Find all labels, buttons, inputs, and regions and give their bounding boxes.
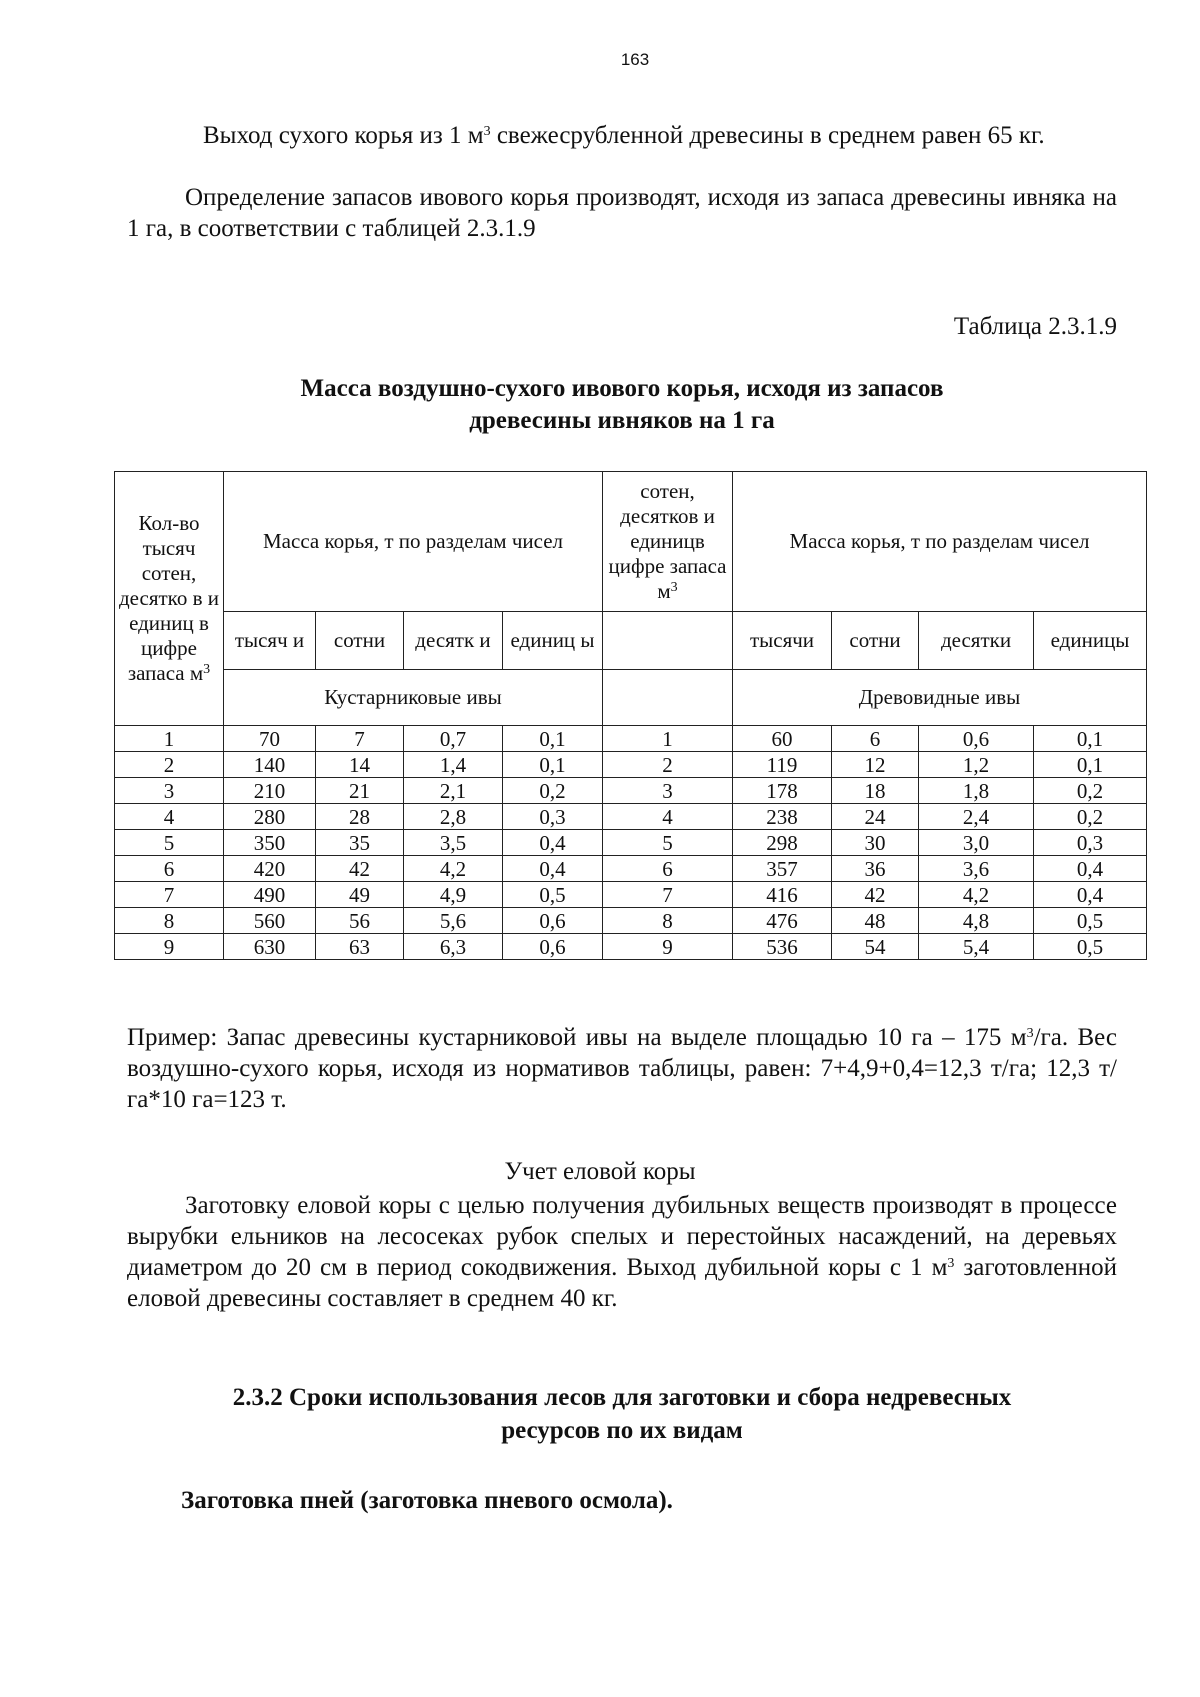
table-cell: 9 xyxy=(115,934,224,960)
table-cell: 4 xyxy=(115,804,224,830)
table-cell: 3 xyxy=(115,778,224,804)
table-title-line-1: Масса воздушно-сухого ивового корья, исходя из запасов xyxy=(300,375,944,402)
table-cell: 2 xyxy=(603,752,733,778)
table-cell: 7 xyxy=(316,726,404,752)
group-shrub-willows: Кустарниковые ивы xyxy=(224,670,603,726)
table-cell: 1 xyxy=(603,726,733,752)
table-cell: 476 xyxy=(733,908,832,934)
first-column-header: Кол-во тысяч сотен, десятко в и единиц в цифре запаса $м^3$ xyxy=(115,472,224,726)
table-cell: 1 xyxy=(115,726,224,752)
table-caption: Таблица 2.3.1.9 xyxy=(953,313,1117,340)
table-cell: 0,7 xyxy=(404,726,503,752)
table-row xyxy=(115,934,1147,960)
table-cell: 119 xyxy=(733,752,832,778)
table-cell: 0,5 xyxy=(1034,934,1147,960)
table-cell: 6,3 xyxy=(404,934,503,960)
subheader-units-left: единиц ы xyxy=(503,612,603,670)
table-cell: 298 xyxy=(733,830,832,856)
table-cell: 0,5 xyxy=(503,882,603,908)
table-cell: 21 xyxy=(316,778,404,804)
table-cell: 6 xyxy=(115,856,224,882)
table-cell: 2,4 xyxy=(919,804,1034,830)
table-cell: 350 xyxy=(224,830,316,856)
mass-header-right: Масса корья, т по разделам чисел xyxy=(733,472,1147,612)
table-cell: 0,4 xyxy=(1034,882,1147,908)
table-cell: 4,9 xyxy=(404,882,503,908)
table-row xyxy=(115,778,1147,804)
table-cell: 3,6 xyxy=(919,856,1034,882)
table-cell: 536 xyxy=(733,934,832,960)
middle-column-header: сотен, десятков и единицв цифре запаса $м^3$ xyxy=(603,472,733,612)
table-cell: 560 xyxy=(224,908,316,934)
table-cell: 30 xyxy=(832,830,919,856)
table-cell: 8 xyxy=(603,908,733,934)
table-cell: 5 xyxy=(115,830,224,856)
table-row xyxy=(115,752,1147,778)
table-cell: 7 xyxy=(115,882,224,908)
table-cell: 18 xyxy=(832,778,919,804)
table-cell: 5 xyxy=(603,830,733,856)
table-cell: 7 xyxy=(603,882,733,908)
subheader-tens-right: десятки xyxy=(919,612,1034,670)
table-cell: 0,3 xyxy=(1034,830,1147,856)
table-cell: 9 xyxy=(603,934,733,960)
table-cell: 4,8 xyxy=(919,908,1034,934)
table-cell: 0,6 xyxy=(503,908,603,934)
bark-mass-table xyxy=(114,471,1147,960)
table-cell: 70 xyxy=(224,726,316,752)
empty-header-cell xyxy=(603,612,733,670)
table-row xyxy=(115,856,1147,882)
table-cell: 1,8 xyxy=(919,778,1034,804)
table-cell: 4 xyxy=(603,804,733,830)
table-cell: 2,8 xyxy=(404,804,503,830)
table-cell: 12 xyxy=(832,752,919,778)
subheader-thousands-left: тысяч и xyxy=(224,612,316,670)
section-title-line-2: ресурсов по их видам xyxy=(501,1417,743,1444)
table-cell: 5,6 xyxy=(404,908,503,934)
table-row xyxy=(115,726,1147,752)
table-row xyxy=(115,804,1147,830)
intro-paragraph-1: Выход сухого корья из 1 $м^3$ свежесрубленной древесины в среднем равен 65 кг. xyxy=(203,122,1045,149)
table-cell: 3 xyxy=(603,778,733,804)
table-cell: 420 xyxy=(224,856,316,882)
table-cell: 0,4 xyxy=(503,830,603,856)
empty-group-cell xyxy=(603,670,733,726)
spruce-bark-heading: Учет еловой коры xyxy=(504,1158,696,1185)
table-cell: 54 xyxy=(832,934,919,960)
table-cell: 140 xyxy=(224,752,316,778)
table-title-line-2: древесины ивняков на 1 га xyxy=(469,407,775,434)
page-number: 163 xyxy=(620,50,650,69)
subheader-units-right: единицы xyxy=(1034,612,1147,670)
table-cell: 210 xyxy=(224,778,316,804)
table-cell: 56 xyxy=(316,908,404,934)
table-cell: 28 xyxy=(316,804,404,830)
table-cell: 48 xyxy=(832,908,919,934)
table-cell: 1,2 xyxy=(919,752,1034,778)
table-cell: 630 xyxy=(224,934,316,960)
subheader-hundreds-left: сотни xyxy=(316,612,404,670)
table-cell: 2,1 xyxy=(404,778,503,804)
table-row xyxy=(115,830,1147,856)
table-cell: 0,2 xyxy=(1034,778,1147,804)
table-cell: 0,6 xyxy=(919,726,1034,752)
subheader-thousands-right: тысячи xyxy=(733,612,832,670)
table-cell: 5,4 xyxy=(919,934,1034,960)
table-title xyxy=(127,373,1117,437)
example-paragraph: Пример: Запас древесины кустарниковой ивы на выделе площадью 10 га – 175 $м^3/га$. Вес воздушно-сухого корья, исходя из нормативов таблицы, равен: 7+4,9+0,4=12,3 т/га; 12,3 т/га*10 га=123 т. xyxy=(127,1024,1117,1113)
table-row xyxy=(115,908,1147,934)
table-cell: 4,2 xyxy=(404,856,503,882)
table-cell: 0,5 xyxy=(1034,908,1147,934)
table-cell: 0,4 xyxy=(1034,856,1147,882)
table-cell: 0,2 xyxy=(503,778,603,804)
subsection-title: Заготовка пней (заготовка пневого осмола). xyxy=(181,1487,673,1514)
table-cell: 1,4 xyxy=(404,752,503,778)
table-cell: 238 xyxy=(733,804,832,830)
subheader-tens-left: десятк и xyxy=(404,612,503,670)
table-cell: 280 xyxy=(224,804,316,830)
table-cell: 0,1 xyxy=(503,726,603,752)
table-cell: 0,4 xyxy=(503,856,603,882)
table-cell: 0,3 xyxy=(503,804,603,830)
table-cell: 416 xyxy=(733,882,832,908)
group-tree-willows: Древовидные ивы xyxy=(733,670,1147,726)
mass-header-left: Масса корья, т по разделам чисел xyxy=(224,472,603,612)
table-cell: 490 xyxy=(224,882,316,908)
table-cell: 0,6 xyxy=(503,934,603,960)
table-body xyxy=(115,726,1147,960)
table-cell: 60 xyxy=(733,726,832,752)
table-cell: 0,1 xyxy=(503,752,603,778)
table-cell: 35 xyxy=(316,830,404,856)
section-title-line-1: 2.3.2 Сроки использования лесов для заготовки и сбора недревесных xyxy=(232,1384,1012,1411)
table-cell: 8 xyxy=(115,908,224,934)
table-cell: 0,1 xyxy=(1034,752,1147,778)
subheader-hundreds-right: сотни xyxy=(832,612,919,670)
table-cell: 42 xyxy=(832,882,919,908)
table-cell: 49 xyxy=(316,882,404,908)
intro-paragraph-2: Определение запасов ивового корья производят, исходя из запаса древесины ивняка на 1 га, в соответствии с таблицей 2.3.1.9 xyxy=(127,184,1117,242)
spruce-bark-paragraph: Заготовку еловой коры с целью получения дубильных веществ производят в процессе вырубки ельников на лесосеках рубок спелых и перестойных насаждений, на деревьях диаметром до 20 см в период сокодвижения. Выход дубильной коры с 1 $м^3$ заготовленной еловой древесины составляет в среднем 40 кг. xyxy=(127,1192,1117,1312)
table-cell: 63 xyxy=(316,934,404,960)
table-cell: 36 xyxy=(832,856,919,882)
table-row xyxy=(115,882,1147,908)
table-cell: 14 xyxy=(316,752,404,778)
table-cell: 2 xyxy=(115,752,224,778)
table-cell: 6 xyxy=(603,856,733,882)
table-cell: 357 xyxy=(733,856,832,882)
table-cell: 24 xyxy=(832,804,919,830)
section-title xyxy=(127,1381,1117,1447)
table-cell: 3,5 xyxy=(404,830,503,856)
table-cell: 3,0 xyxy=(919,830,1034,856)
table-cell: 42 xyxy=(316,856,404,882)
table-cell: 0,1 xyxy=(1034,726,1147,752)
table-cell: 0,2 xyxy=(1034,804,1147,830)
table-cell: 4,2 xyxy=(919,882,1034,908)
table-cell: 178 xyxy=(733,778,832,804)
table-cell: 6 xyxy=(832,726,919,752)
